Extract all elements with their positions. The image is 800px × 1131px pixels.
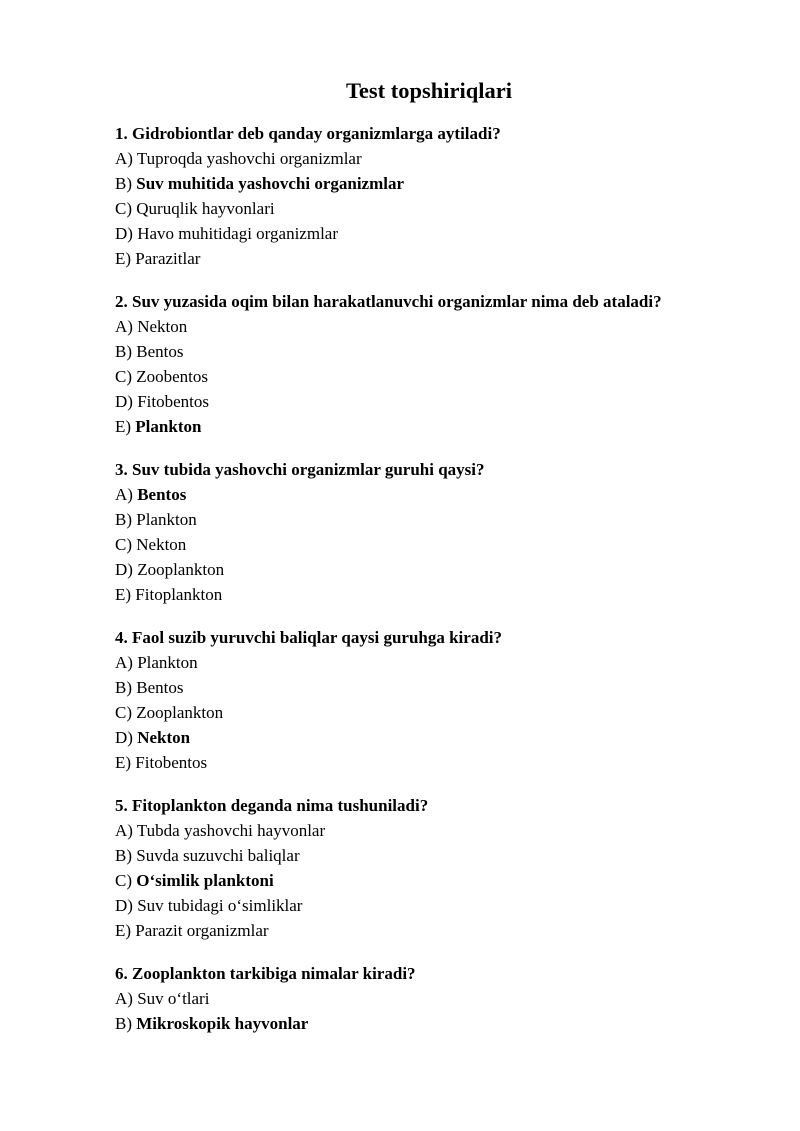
option-text: Fitobentos [135,753,208,772]
option-text: Bentos [136,342,184,361]
option-text: Suv tubidagi o‘simliklar [137,896,303,915]
answer-option [115,650,795,675]
option-letter: B) [115,174,137,193]
answer-option [115,389,795,414]
option-letter: A) [115,149,137,168]
answer-option [115,818,795,843]
option-letter: A) [115,485,138,504]
option-letter: A) [115,989,138,1008]
answer-option [115,339,795,364]
answer-option [115,675,795,700]
option-letter: D) [115,728,138,747]
option-text: Bentos [136,678,184,697]
option-letter: C) [115,535,137,554]
answer-option [115,314,795,339]
option-letter: E) [115,249,136,268]
option-letter: C) [115,367,137,386]
option-letter: E) [115,753,136,772]
option-text: Nekton [137,728,191,747]
option-text: Havo muhitidagi organizmlar [137,224,339,243]
option-letter: A) [115,821,137,840]
option-text: Mikroskopik hayvonlar [136,1014,309,1033]
answer-option [115,893,795,918]
answer-option [115,246,795,271]
option-text: Suv o‘tlari [137,989,210,1008]
question-block [115,793,795,943]
question-text: 6. Zooplankton tarkibiga nimalar kiradi? [115,964,416,983]
answer-option [115,146,795,171]
answer-option-correct [115,868,795,893]
answer-option [115,364,795,389]
question-text: 2. Suv yuzasida oqim bilan harakatlanuvchi organizmlar nima deb ataladi? [115,292,662,311]
answer-option [115,986,795,1011]
answer-option-correct [115,171,795,196]
option-text: Fitoplankton [135,585,223,604]
option-text: Suvda suzuvchi baliqlar [136,846,300,865]
option-text: Plankton [136,510,197,529]
answer-option [115,221,795,246]
question-block [115,289,795,439]
option-text: Nekton [137,317,188,336]
option-text: Parazit organizmlar [135,921,269,940]
page-title: Test topshiriqlari [345,78,513,103]
option-letter: B) [115,510,137,529]
option-letter: E) [115,585,136,604]
option-letter: A) [115,317,138,336]
option-letter: B) [115,1014,137,1033]
answer-option [115,843,795,868]
question-list [115,121,795,1054]
option-text: Plankton [135,417,202,436]
option-letter: D) [115,392,138,411]
option-text: Tubda yashovchi hayvonlar [136,821,326,840]
option-letter: C) [115,703,137,722]
option-letter: B) [115,846,137,865]
answer-option [115,196,795,221]
option-letter: E) [115,417,136,436]
option-letter: D) [115,560,138,579]
option-letter: D) [115,224,138,243]
option-text: Quruqlik hayvonlari [136,199,275,218]
option-letter: C) [115,871,137,890]
option-text: Zooplankton [136,703,224,722]
question-block [115,961,795,1036]
option-text: Zoobentos [136,367,209,386]
option-letter: D) [115,896,138,915]
question-block [115,457,795,607]
option-text: Tuproqda yashovchi organizmlar [136,149,362,168]
option-text: Bentos [137,485,187,504]
answer-option [115,507,795,532]
option-text: Fitobentos [137,392,209,411]
option-letter: E) [115,921,136,940]
answer-option [115,582,795,607]
option-letter: A) [115,653,138,672]
option-text: Suv muhitida yashovchi organizmlar [136,174,405,193]
question-block [115,121,795,271]
question-text: 1. Gidrobiontlar deb qanday organizmlarga aytiladi? [115,124,501,143]
answer-option-correct [115,414,795,439]
answer-option-correct [115,725,795,750]
answer-option [115,918,795,943]
answer-option [115,557,795,582]
question-text: 4. Faol suzib yuruvchi baliqlar qaysi guruhga kiradi? [115,628,502,647]
option-text: O‘simlik planktoni [136,871,274,890]
answer-option [115,750,795,775]
option-text: Zooplankton [137,560,225,579]
answer-option-correct [115,1011,795,1036]
answer-option [115,532,795,557]
answer-option [115,700,795,725]
question-text: 5. Fitoplankton deganda nima tushuniladi? [115,796,429,815]
option-letter: B) [115,342,137,361]
option-letter: C) [115,199,137,218]
option-text: Parazitlar [135,249,201,268]
option-letter: B) [115,678,137,697]
question-block [115,625,795,775]
answer-option-correct [115,482,795,507]
option-text: Nekton [136,535,187,554]
question-text: 3. Suv tubida yashovchi organizmlar guruhi qaysi? [115,460,485,479]
option-text: Plankton [137,653,198,672]
